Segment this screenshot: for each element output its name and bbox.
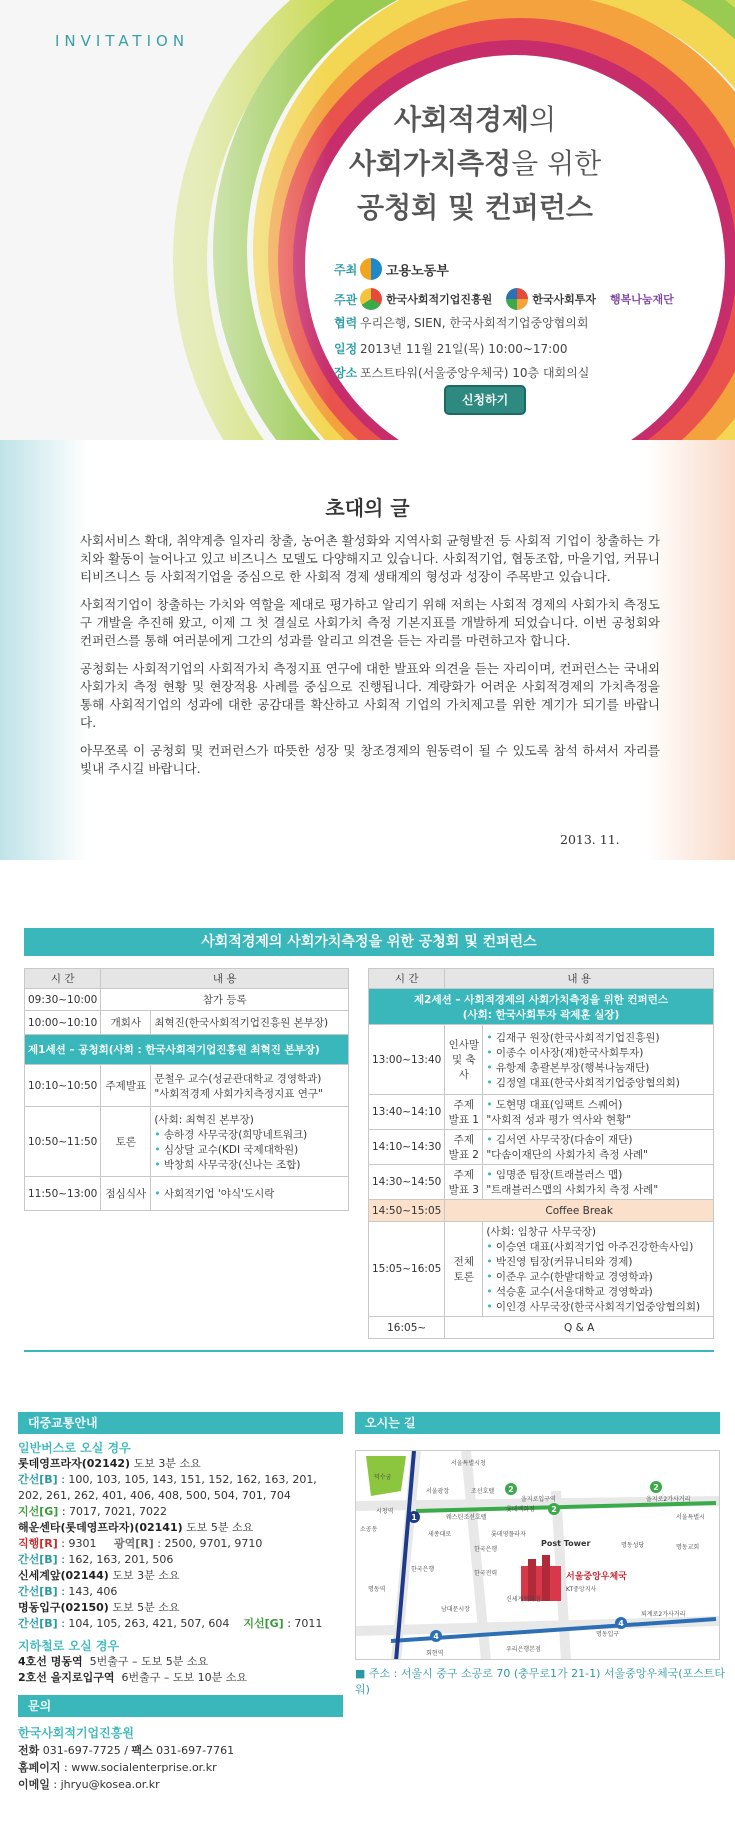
coop-value: 우리은행, SIEN, 한국사회적기업중앙협의회 bbox=[360, 316, 589, 330]
bullet-icon: • bbox=[486, 1134, 496, 1146]
svg-text:웨스틴조선호텔: 웨스틴조선호텔 bbox=[446, 1514, 487, 1521]
svg-text:서울특별시청: 서울특별시청 bbox=[451, 1460, 486, 1467]
col-time: 시 간 bbox=[25, 969, 101, 989]
place-row bbox=[334, 364, 589, 381]
title-line1-rest: 의 bbox=[529, 103, 557, 136]
invitation-label: INVITATION bbox=[55, 32, 190, 50]
table-row: 15:05~16:05 전체 토론 (사회: 임창규 사무국장) • 이승연 대표(사회적기업 아주건강한속사임) • 박진영 팀장(커뮤니티와 경제) • 이준우 교수(한밭대학교 경영학과) • 석승훈 교수(서울대학교 경영학과) • 이인경 사무국장(한국사회적기업중앙협의회) bbox=[369, 1222, 714, 1317]
table-row: 11:50~13:00 점심식사 • 사회적기업 '야식'도시락 bbox=[25, 1177, 349, 1211]
table-row: 13:00~13:40 인사말 및 축사 • 김재구 원장(한국사회적기업진흥원) • 이종수 이사장(재)한국사회투자) • 유항제 총괄본부장(행복나눔재단) • 김정열 대표(한국사회적기업중앙협의회) bbox=[369, 1025, 714, 1095]
letter-paragraph: 사회적기업이 창출하는 가치와 역할을 제대로 평가하고 알리기 위해 저희는 사회적 경제의 사회가치 측정도구 개발을 추진해 왔고, 이제 그 첫 결실로 사회가치 측정 기본지표를 개발하게 되었습니다. 이번 공청회와 컨퍼런스를 통해 여러분에게 그간의 성과를 알리고 의견을 듣는 자리를 마련하고자 합니다. bbox=[80, 597, 660, 648]
bus-stop-2: 해운센타(롯데영프라자)(02141) 도보 5분 소요 bbox=[18, 1521, 254, 1534]
table-row: 16:05~ Q & A bbox=[369, 1317, 714, 1339]
svg-text:남대문시장: 남대문시장 bbox=[441, 1606, 470, 1613]
contact-email: 이메일 : jhryu@kosea.or.kr bbox=[18, 1778, 160, 1791]
svg-text:명동성당: 명동성당 bbox=[621, 1542, 645, 1549]
letter-body bbox=[80, 532, 660, 788]
subway-row: 4호선 명동역 5번출구 – 도보 5분 소요 bbox=[18, 1655, 209, 1668]
coffee-break-row: 14:50~15:05 Coffee Break bbox=[369, 1200, 714, 1222]
svg-text:한국은행: 한국은행 bbox=[474, 1546, 498, 1553]
organizer-org-1: 한국사회적기업진흥원 bbox=[360, 288, 492, 310]
host-org-name: 고용노동부 bbox=[386, 263, 449, 279]
svg-text:덕수궁: 덕수궁 bbox=[374, 1474, 392, 1481]
letter-date: 2013. 11. bbox=[560, 832, 620, 847]
transport-info: 일반버스로 오실 경우 롯데영프라자(02142) 도보 3분 소요 간선[B] : 100, 103, 105, 143, 151, 152, 162, 163, 201, 202, 261, 262, 401, 406, 408, 500, 504, 701, 704 지선[G] : 7017, 7021, 7022 해운센타(롯데영프라자)(02141) 도보 5분 소요 직행[R] : 9301 광역[R] : 2500, 9701, 9710 간선[B] : 162, 163, 201, 506 신세계앞(02144) 도보 3분 소요 간선[B] : 143, 406 명동입구(02150) 도보 5분 소요 간선[B] : 104, 105, 263, 421, 507, 604 지선[G] : 7011 지하철로 오실 경우 4호선 명동역 5번출구 – 도보 5분 소요 2호선 을지로입구역 6번출구 – 도보 10분 소요 bbox=[18, 1440, 343, 1686]
svg-text:을지로입구역: 을지로입구역 bbox=[521, 1496, 556, 1503]
svg-text:명동교회: 명동교회 bbox=[676, 1544, 700, 1551]
organizer-org-3: 행복나눔재단 bbox=[610, 293, 674, 306]
svg-text:서울특별시: 서울특별시 bbox=[676, 1514, 705, 1521]
bus-stop-4: 명동입구(02150) 도보 5분 소요 bbox=[18, 1601, 180, 1614]
title-line2-bold: 사회가치측정 bbox=[348, 147, 512, 180]
bullet-icon: • bbox=[486, 1241, 496, 1253]
svg-text:우리은행본점: 우리은행본점 bbox=[506, 1646, 541, 1653]
title-line1-bold: 사회적경제 bbox=[393, 103, 530, 136]
table-row: 10:00~10:10 개회사 최혁진(한국사회적기업진흥원 본부장) bbox=[25, 1011, 349, 1035]
col-content: 내 용 bbox=[445, 969, 714, 989]
svg-text:서울중앙우체국: 서울중앙우체국 bbox=[566, 1572, 627, 1582]
table-row: 09:30~10:00 참가 등록 bbox=[25, 989, 349, 1011]
contact-phone: 전화 031-697-7725 / 팩스 031-697-7761 bbox=[18, 1744, 235, 1757]
title-line3: 공청회 및 컨퍼런스 bbox=[357, 191, 593, 224]
col-content: 내 용 bbox=[101, 969, 349, 989]
line-2-badge: 2 bbox=[551, 1505, 557, 1514]
table-row: 10:10~10:50 주제발표 문철우 교수(성균관대학교 경영학과) "사회적경제 사회가치측정지표 연구" bbox=[25, 1065, 349, 1107]
contact-header: 문의 bbox=[18, 1695, 343, 1717]
letter-title: 초대의 글 bbox=[325, 496, 410, 520]
bullet-icon: • bbox=[486, 1286, 496, 1298]
bus-stop-3: 신세계앞(02144) 도보 3분 소요 bbox=[18, 1569, 180, 1582]
svg-text:신세계백화점: 신세계백화점 bbox=[506, 1596, 541, 1603]
svg-text:한국전력: 한국전력 bbox=[474, 1570, 498, 1577]
hero-banner bbox=[0, 0, 735, 440]
bullet-icon: • bbox=[486, 1099, 496, 1111]
line-1-badge: 1 bbox=[411, 1513, 417, 1522]
coop-label: 협력 bbox=[334, 316, 358, 330]
table-row: 13:40~14:10 주제 발표 1 • 도현명 대표(임팩트 스퀘어) "사회적 성과 평가 역사와 현황" bbox=[369, 1095, 714, 1130]
session-2-row: 제2세션 – 사회적경제의 사회가치측정을 위한 컨퍼런스 (사회: 한국사회투자 곽제훈 실장) bbox=[369, 989, 714, 1025]
bullet-icon: • bbox=[154, 1128, 164, 1141]
host-org bbox=[360, 258, 449, 280]
schedule-table-left bbox=[24, 968, 349, 1211]
moel-logo-icon bbox=[360, 258, 382, 280]
host-label: 주최 bbox=[334, 262, 358, 277]
line-4-badge: 4 bbox=[433, 1632, 439, 1641]
subway-title: 지하철로 오실 경우 bbox=[18, 1639, 120, 1653]
date-label: 일정 bbox=[334, 342, 358, 356]
map-address: ■ 주소 : 서울시 중구 소공로 70 (충무로1가 21-1) 서울중앙우체국(포스트타워) bbox=[355, 1667, 726, 1696]
svg-text:서울광장: 서울광장 bbox=[426, 1488, 450, 1495]
bus-stop-1: 롯데영프라자(02142) 도보 3분 소요 bbox=[18, 1457, 201, 1470]
date-row bbox=[334, 340, 567, 357]
apply-button[interactable]: 신청하기 bbox=[444, 385, 526, 415]
letter-paragraph: 사회서비스 확대, 취약계층 일자리 창출, 농어촌 활성화와 지역사회 균형발전 등 사회적 기업이 창출하는 가치와 활동이 늘어나고 있고 비즈니스 모델도 다양해지고 있습니다. 사회적기업, 협동조합, 마을기업, 커뮤니티비즈니스 등 사회적기업을 중심으로 한 사회적 경제 생태계의 형성과 성장이 주목받고 있습니다. bbox=[80, 533, 660, 584]
host-row bbox=[334, 258, 463, 280]
table-row: 14:10~14:30 주제 발표 2 • 김서연 사무국장(다솜이 재단) "다솜이재단의 사회가치 측정 사례" bbox=[369, 1130, 714, 1165]
title-line2-rest: 을 위한 bbox=[511, 147, 602, 180]
subway-row: 2호선 을지로입구역 6번출구 – 도보 10분 소요 bbox=[18, 1671, 247, 1684]
bus-title: 일반버스로 오실 경우 bbox=[18, 1441, 131, 1455]
bullet-icon: • bbox=[486, 1271, 496, 1283]
transport-header: 대중교통안내 bbox=[18, 1412, 343, 1434]
map-graphic bbox=[356, 1451, 720, 1660]
social-investment-logo-icon bbox=[506, 288, 528, 310]
place-label: 장소 bbox=[334, 366, 358, 380]
table-row: 14:30~14:50 주제 발표 3 • 임명준 팀장(트래블러스 맵) "트래블러스맵의 사회가치 측정 사례" bbox=[369, 1165, 714, 1200]
date-value: 2013년 11월 21일(목) 10:00~17:00 bbox=[360, 342, 568, 356]
svg-text:명동역: 명동역 bbox=[368, 1586, 386, 1593]
organizer-org-2: 한국사회투자 bbox=[506, 288, 596, 310]
line-4-badge: 4 bbox=[618, 1619, 624, 1628]
line-2-badge: 2 bbox=[653, 1483, 659, 1492]
map-header: 오시는 길 bbox=[355, 1412, 720, 1434]
letter-paragraph: 공청회는 사회적기업의 사회적가치 측정지표 연구에 대한 발표와 의견을 듣는 자리이며, 컨퍼런스는 국내외 사회가치 측정 현황 및 현장적용 사례를 중심으로 진행됩니다. 계량화가 어려운 사회적경제의 가치측정을 통해 사회적기업의 성과에 대한 공감대를 확산하고 사회적 기업의 가치제고를 위한 계기가 되기를 바랍니다. bbox=[80, 661, 660, 730]
svg-text:롯데영플라자: 롯데영플라자 bbox=[491, 1531, 526, 1538]
bullet-icon: • bbox=[486, 1061, 496, 1074]
homepage-link[interactable]: www.socialenterprise.or.kr bbox=[71, 1761, 217, 1774]
email-link[interactable]: jhryu@kosea.or.kr bbox=[60, 1778, 160, 1791]
letter-paragraph: 아무쪼록 이 공청회 및 컨퍼런스가 따뜻한 성장 및 창조경제의 원동력이 될 수 있도록 참석 하셔서 자리를 빛내 주시길 바랍니다. bbox=[80, 743, 660, 776]
col-time: 시 간 bbox=[369, 969, 445, 989]
svg-text:을지로2가사거리: 을지로2가사거리 bbox=[646, 1496, 691, 1503]
coop-row bbox=[334, 314, 588, 331]
svg-text:한국은행: 한국은행 bbox=[411, 1566, 435, 1573]
schedule-banner: 사회적경제의 사회가치측정을 위한 공청회 및 컨퍼런스 bbox=[24, 928, 714, 956]
event-title bbox=[325, 98, 625, 230]
session-1-row: 제1세션 – 공청회(사회 : 한국사회적기업진흥원 최혁진 본부장) bbox=[25, 1035, 349, 1065]
contact-info bbox=[18, 1725, 348, 1793]
svg-text:명동입구: 명동입구 bbox=[596, 1631, 620, 1638]
svg-text:회현역: 회현역 bbox=[426, 1650, 444, 1657]
svg-text:소공동: 소공동 bbox=[360, 1526, 378, 1533]
bullet-icon: • bbox=[154, 1143, 164, 1156]
svg-text:Post Tower: Post Tower bbox=[541, 1539, 591, 1548]
place-value: 포스트타워(서울중앙우체국) 10층 대회의실 bbox=[360, 366, 590, 380]
invitation-letter bbox=[0, 440, 735, 860]
bullet-icon: • bbox=[486, 1031, 496, 1044]
contact-homepage: 홈페이지 : www.socialenterprise.or.kr bbox=[18, 1761, 217, 1774]
contact-org: 한국사회적기업진흥원 bbox=[18, 1726, 134, 1740]
kosea-logo-icon bbox=[360, 288, 382, 310]
bullet-icon: • bbox=[486, 1076, 496, 1089]
location-map[interactable] bbox=[355, 1450, 720, 1660]
organizer-label: 주관 bbox=[334, 292, 358, 307]
schedule-divider bbox=[24, 1350, 714, 1352]
organizer-row bbox=[334, 288, 688, 310]
bullet-icon: • bbox=[486, 1301, 496, 1313]
svg-text:시청역: 시청역 bbox=[376, 1508, 394, 1515]
bullet-icon: • bbox=[486, 1046, 496, 1059]
svg-text:퇴계로2가사거리: 퇴계로2가사거리 bbox=[641, 1611, 686, 1618]
svg-text:롯데백화점: 롯데백화점 bbox=[506, 1506, 535, 1513]
svg-text:조선호텔: 조선호텔 bbox=[471, 1488, 495, 1495]
schedule-table-right bbox=[368, 968, 714, 1339]
bullet-icon: • bbox=[154, 1188, 164, 1200]
bullet-icon: • bbox=[486, 1169, 496, 1181]
svg-text:세종대로: 세종대로 bbox=[428, 1531, 452, 1538]
line-2-badge: 2 bbox=[508, 1485, 514, 1494]
bullet-icon: • bbox=[486, 1256, 496, 1268]
svg-text:KT중앙지사: KT중앙지사 bbox=[566, 1586, 597, 1593]
table-row: 10:50~11:50 토론 (사회: 최혁진 본부장) • 송하경 사무국장(희망네트워크) • 심상달 교수(KDI 국제대학원) • 박창희 사무국장(신나는 조합) bbox=[25, 1107, 349, 1177]
bullet-icon: • bbox=[154, 1158, 164, 1171]
